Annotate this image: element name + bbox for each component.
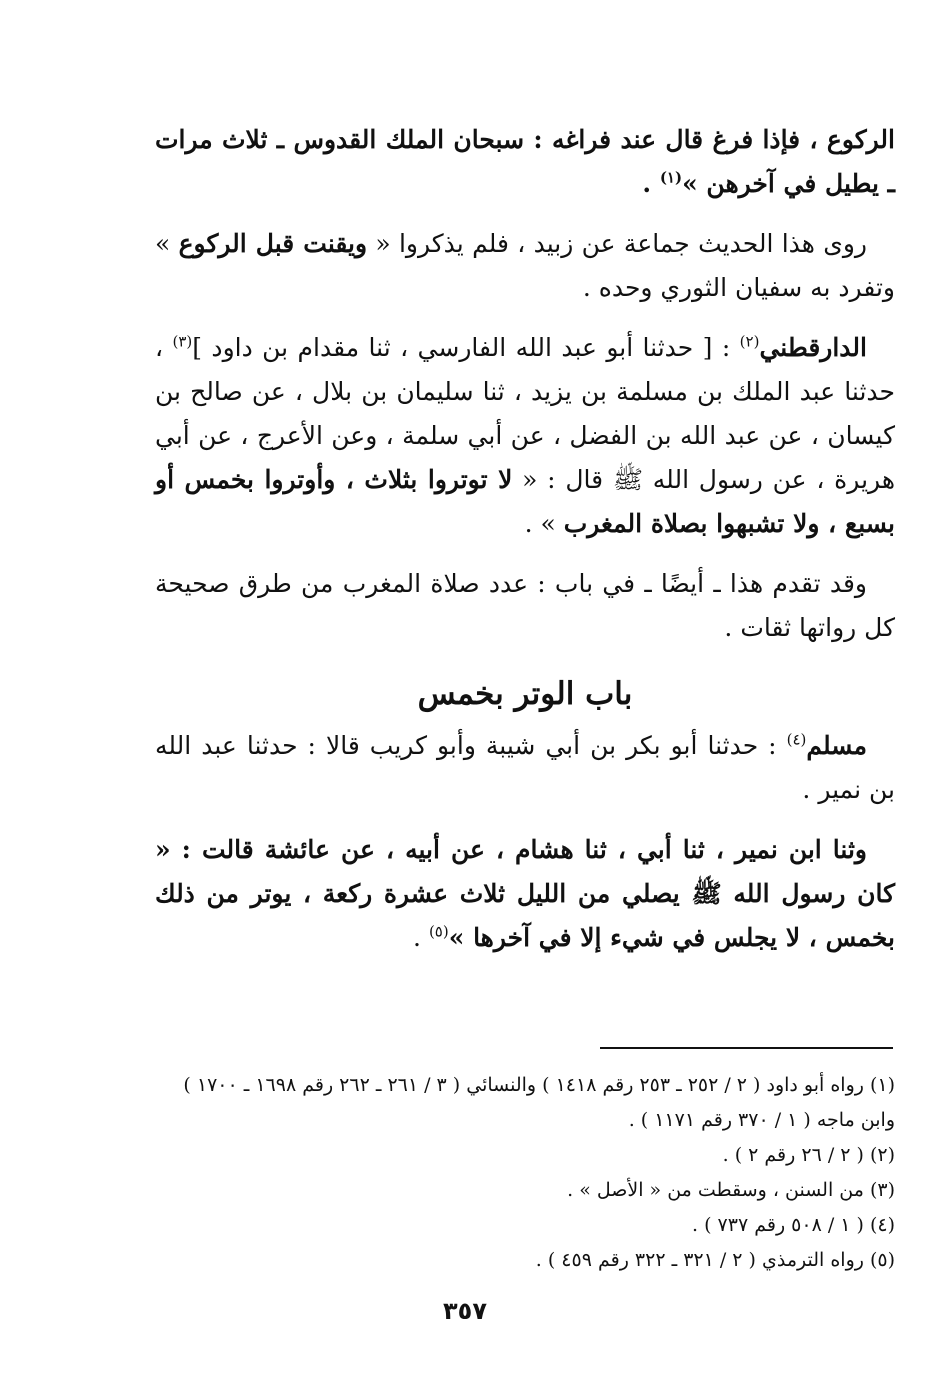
footnotes [155, 1068, 895, 1278]
paragraph-3-end: » . [524, 509, 564, 538]
paragraph-5-chain: : حدثنا أبو بكر بن أبي شيبة وأبو كريب قالا : حدثنا عبد الله بن نمير . [155, 731, 895, 804]
footnote-number: (٢) [869, 1144, 895, 1166]
footnote-number: (٤) [869, 1214, 895, 1236]
footnote-ref-1[interactable]: (١) [659, 168, 683, 187]
paragraph-4 [155, 562, 895, 650]
paragraph-6-lead: وثنا ابن نمير ، ثنا أبي ، ثنا هشام ، عن أبيه ، عن عائشة قالت : « [155, 835, 867, 864]
paragraph-5 [155, 724, 895, 812]
paragraph-1 [155, 118, 895, 206]
footnote-text: ( ٢ / ٢٦ رقم ٢ ) . [722, 1144, 864, 1166]
paragraph-2-text-a: روى هذا الحديث جماعة عن زبيد ، فلم يذكروا « [367, 229, 867, 258]
main-text-upper [155, 118, 895, 666]
paragraph-4-text: وقد تقدم هذا ـ أيضًا ـ في باب : عدد صلاة المغرب من طرق صحيحة كل رواتها ثقات . [155, 569, 895, 642]
narrator-name-daraqutni: الدارقطني [759, 333, 867, 362]
paragraph-6-hadith-quote: كان رسول الله ﷺ يصلي من الليل ثلاث عشرة ركعة ، يوتر من ذلك بخمس ، لا يجلس في شيء إلا في آخرها [155, 879, 895, 952]
footnote-1 [155, 1068, 895, 1138]
paragraph-3-chain-b: ، حدثنا عبد الملك بن مسلمة بن يزيد ، ثنا سليمان بن بلال ، عن صالح بن كيسان ، عن عبد الله بن الفضل ، عن أبي سلمة ، وعن الأعرج ، عن أبي هريرة ، عن رسول الله ﷺ قال : « [155, 333, 895, 494]
footnote-number: (١) [869, 1074, 895, 1096]
section-heading: باب الوتر بخمس [417, 676, 633, 712]
paragraph-3-chain-a: : [ حدثنا أبو عبد الله الفارسي ، ثنا مقدام بن داود ] [192, 333, 740, 362]
footnote-text: ( ١ / ٥٠٨ رقم ٧٣٧ ) . [692, 1214, 864, 1236]
footnote-ref-4[interactable]: (٤) [786, 730, 807, 749]
footnote-2 [155, 1138, 895, 1173]
paragraph-2-quote: ويقنت قبل الركوع [178, 229, 368, 258]
paragraph-2-text-c: » وتفرد به سفيان الثوري وحده . [155, 229, 895, 302]
footnote-text: رواه أبو داود ( ٢ / ٢٥٢ ـ ٢٥٣ رقم ١٤١٨ ) والنسائي ( ٣ / ٢٦١ ـ ٢٦٢ رقم ١٦٩٨ ـ ١٧٠٠ ) وابن ماجه ( ١ / ٣٧٠ رقم ١١٧١ ) . [183, 1074, 895, 1131]
paragraph-3 [155, 326, 895, 546]
paragraph-2 [155, 222, 895, 310]
footnote-number: (٥) [869, 1249, 895, 1271]
paragraph-6-close: » [448, 923, 474, 952]
footnote-text: من السنن ، وسقطت من « الأصل » . [567, 1179, 864, 1201]
paragraph-3-hadith-quote: لا توتروا بثلاث ، وأوتروا بخمس أو بسبع ، ولا تشبهوا بصلاة المغرب [155, 465, 895, 538]
paragraph-1-end: . [642, 169, 660, 198]
footnote-number: (٣) [869, 1179, 895, 1201]
paragraph-6 [155, 828, 895, 960]
narrator-name-muslim: مسلم [806, 731, 867, 760]
footnote-3 [155, 1173, 895, 1208]
footnote-ref-3[interactable]: (٣) [172, 332, 193, 351]
footnote-ref-2[interactable]: (٢) [739, 332, 760, 351]
footnote-4 [155, 1208, 895, 1243]
footnote-text: رواه الترمذي ( ٢ / ٣٢١ ـ ٣٢٢ رقم ٤٥٩ ) . [535, 1249, 864, 1271]
main-text-lower [155, 724, 895, 976]
page-number: ٣٥٧ [443, 1297, 487, 1325]
paragraph-6-end: . [413, 923, 429, 952]
footnote-ref-5[interactable]: (٥) [428, 922, 449, 941]
paragraph-1-text: الركوع ، فإذا فرغ قال عند فراغه : سبحان الملك القدوس ـ ثلاث مرات ـ يطيل في آخرهن » [155, 125, 895, 198]
footnote-separator [600, 1047, 893, 1049]
footnote-5 [155, 1243, 895, 1278]
